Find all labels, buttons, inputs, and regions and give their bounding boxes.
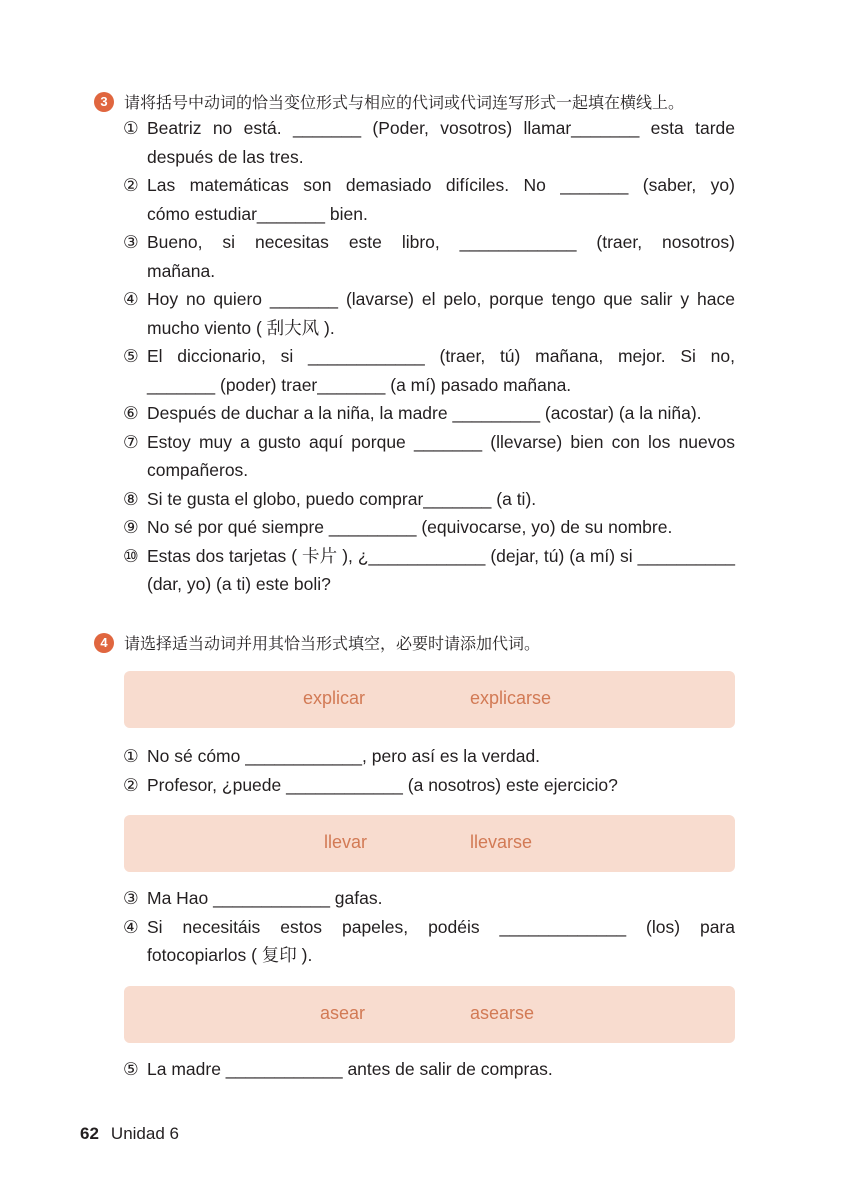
word-choice-box (124, 986, 735, 1043)
exercise-4-heading (94, 631, 540, 654)
list-item: ⑨ No sé por qué siempre _________ (equivocarse, yo) de su nombre. (123, 517, 673, 537)
unit-label: Unidad 6 (110, 1124, 179, 1143)
list-item: ⑦ Estoy muy a gusto aquí porque _______ (llevarse) bien con los nuevos compañeros. (123, 431, 735, 480)
word-option: explicar (303, 688, 366, 708)
list-item: ⑥ Después de duchar a la niña, la madre _________ (acostar) (a la niña). (123, 403, 702, 423)
exercise-4-items-c (123, 1055, 735, 1084)
list-item: ⑤ El diccionario, si ____________ (traer, tú) mañana, mejor. Si no, _______ (poder) traer_______ (a mí) pasado mañana. (123, 346, 735, 395)
word-option: llevar (324, 832, 368, 852)
exercise-instruction: 请选择适当动词并用其恰当形式填空，必要时请添加代词。 (124, 636, 541, 653)
word-option: llevarse (470, 832, 533, 852)
list-item: ④ Si necesitáis estos papeles, podéis _____________ (los) para fotocopiarlos ( 复印 ). (123, 916, 735, 965)
word-option: asearse (470, 1003, 535, 1023)
list-item: ⑧ Si te gusta el globo, puedo comprar_______ (a ti). (123, 488, 537, 509)
list-item: ⑩ Estas dos tarjetas ( 卡片 ), ¿____________ (dejar, tú) (a mí) si __________ (dar, yo) (a ti) este boli? (123, 545, 735, 594)
exercise-4-items-a (123, 742, 735, 799)
exercise-instruction: 请将括号中动词的恰当变位形式与相应的代词或代词连写形式一起填在横线上。 (124, 95, 685, 112)
list-item: ④ Hoy no quiero _______ (lavarse) el pelo, porque tengo que salir y hace mucho viento ( 刮大风 ). (123, 289, 735, 338)
exercise-3-items (123, 114, 735, 599)
word-choice-box (124, 671, 735, 728)
list-item: ③ Bueno, si necesitas este libro, ____________ (traer, nosotros) mañana. (123, 232, 735, 281)
exercise-number-badge: 3 (94, 92, 114, 112)
list-item: ② Profesor, ¿puede ____________ (a nosotros) este ejercicio? (123, 774, 618, 795)
word-option: asear (320, 1003, 366, 1023)
word-choice-box (124, 815, 735, 872)
list-item: ⑤ La madre ____________ antes de salir de compras. (123, 1059, 553, 1079)
word-option: explicarse (470, 688, 552, 708)
page-footer (80, 1124, 179, 1144)
exercise-number-badge: 4 (94, 633, 114, 653)
list-item: ① Beatriz no está. _______ (Poder, vosotros) llamar_______ esta tarde después de las tres. (123, 118, 735, 167)
list-item: ② Las matemáticas son demasiado difíciles. No _______ (saber, yo) cómo estudiar_______ bien. (123, 175, 735, 224)
exercise-3-heading (94, 90, 684, 113)
exercise-4-items-b (123, 884, 735, 970)
page-number: 62 (80, 1124, 99, 1143)
list-item: ③ Ma Hao ____________ gafas. (123, 888, 383, 908)
list-item: ① No sé cómo ____________, pero así es la verdad. (123, 746, 541, 766)
